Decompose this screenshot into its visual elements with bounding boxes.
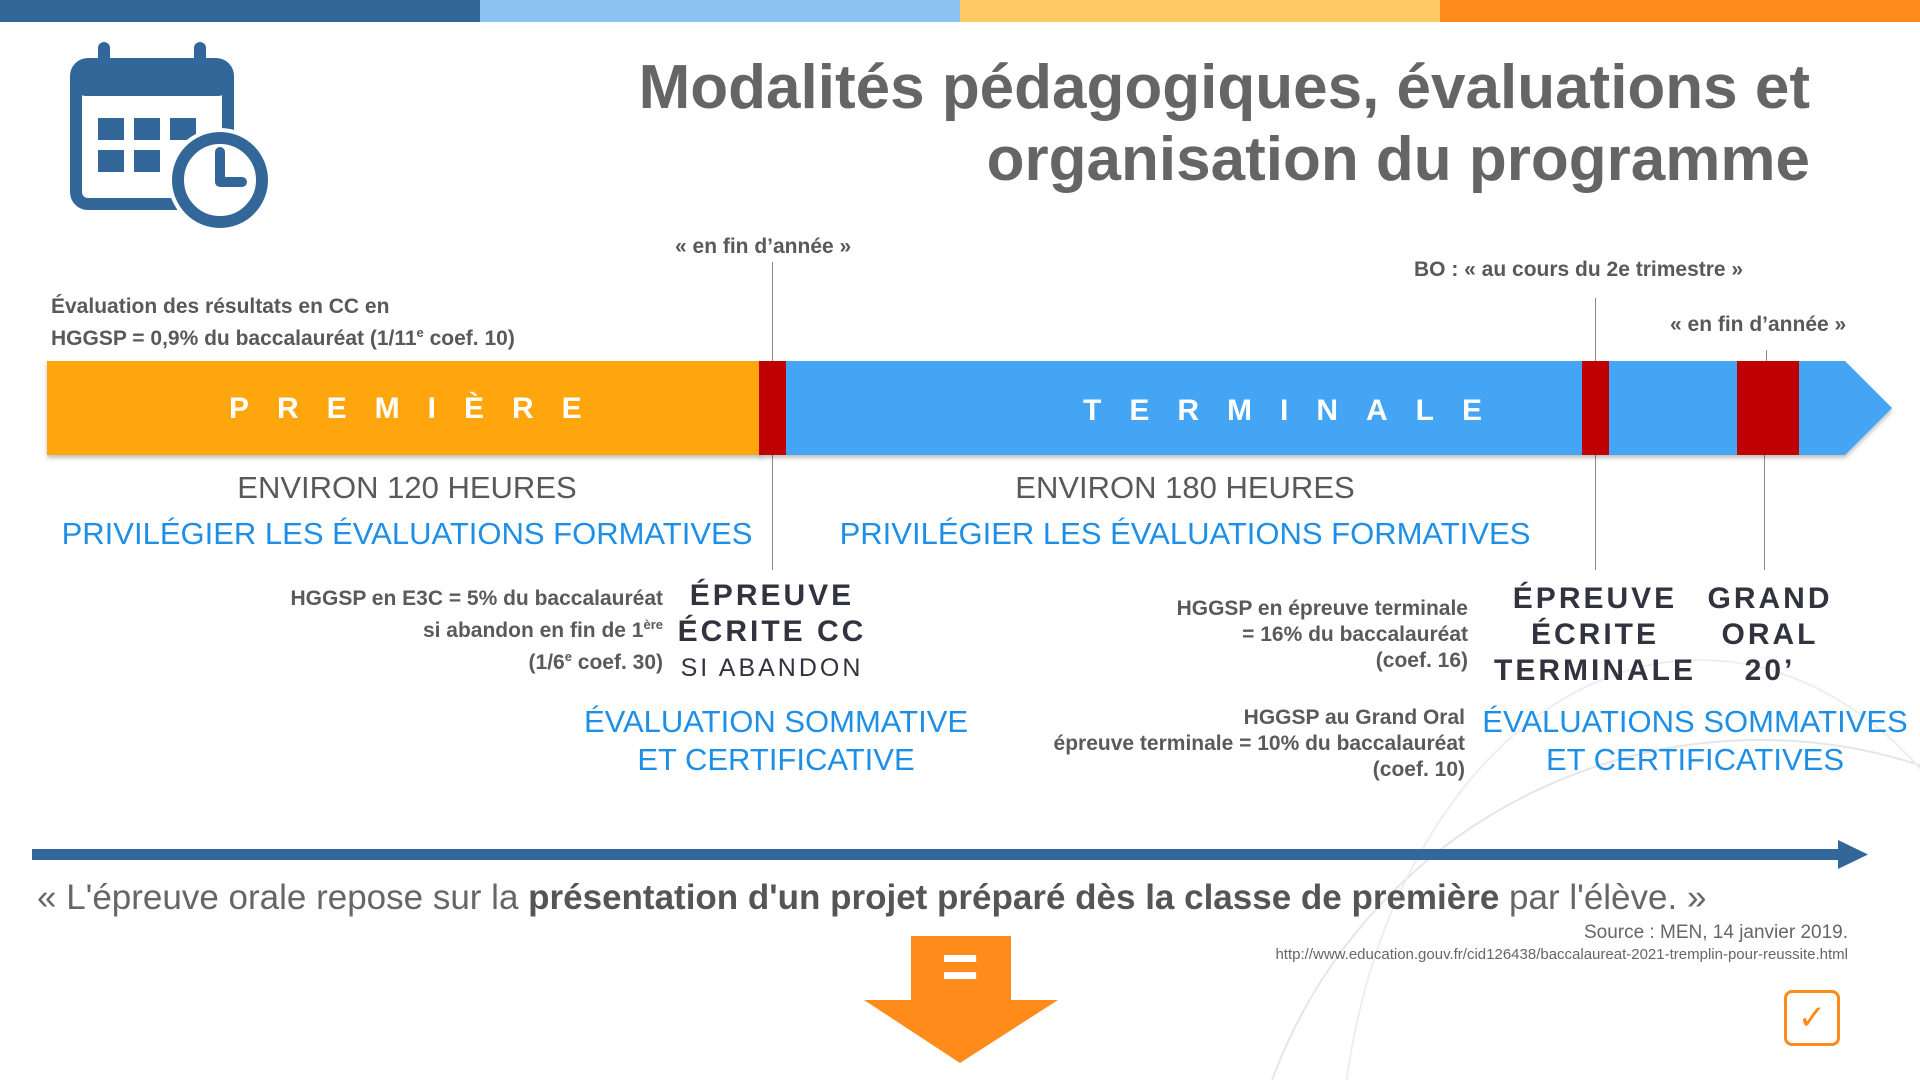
connector-line-cc-top <box>772 262 773 362</box>
fin-annee-note-2: « en fin d’année » <box>1670 313 1847 336</box>
title-line-1: Modalités pédagogiques, évaluations et <box>638 53 1810 122</box>
grand-oral-line-1: GRAND <box>1707 582 1833 615</box>
terminale-hours: ENVIRON 180 HEURES <box>1015 470 1355 505</box>
terminale-epreuve-note-2: = 16% du baccalauréat <box>1242 623 1468 646</box>
checkbox-icon <box>1784 990 1840 1046</box>
quote <box>37 878 1706 918</box>
terminale-advice: PRIVILÉGIER LES ÉVALUATIONS FORMATIVES <box>839 516 1531 551</box>
premiere-eval-line-2: HGGSP = 0,9% du baccalauréat (1/11e coef. 10) <box>51 325 515 350</box>
grand-oral-note-2: épreuve terminale = 10% du baccalauréat <box>1053 732 1465 755</box>
epreuve-cc-line-2: ÉCRITE CC <box>677 615 867 648</box>
epreuve-terminale-block <box>1480 581 1710 689</box>
terminale-epreuve-note-1: HGGSP en épreuve terminale <box>1176 597 1468 620</box>
grand-oral-note <box>940 705 1465 783</box>
evaluation-sommative <box>576 703 976 779</box>
evaluation-sommative-line-2: ET CERTIFICATIVE <box>637 742 915 777</box>
premiere-eval-note <box>51 294 515 352</box>
e3c-note <box>160 586 663 676</box>
evaluation-sommative-line-1: ÉVALUATION SOMMATIVE <box>583 704 969 739</box>
premiere-hours: ENVIRON 120 HEURES <box>237 470 577 505</box>
connector-line-terminale-top <box>1595 298 1596 362</box>
epreuve-terminale-line-2: ÉCRITE <box>1530 618 1659 651</box>
connector-line-terminale-bottom <box>1595 455 1596 570</box>
timeline-arrow <box>28 838 1878 872</box>
epreuve-terminale-line-3: TERMINALE <box>1494 654 1696 687</box>
epreuve-cc-line-3: SI ABANDON <box>680 654 864 682</box>
source-url: http://www.education.gouv.fr/cid126438/baccalaureat-2021-tremplin-pour-reussite.html <box>1275 946 1848 963</box>
e3c-line-1: HGGSP en E3C = 5% du baccalauréat <box>290 587 663 610</box>
source-text: Source : MEN, 14 janvier 2019. <box>1583 922 1848 943</box>
quote-bold: présentation d'un projet préparé dès la classe de première <box>528 878 1500 917</box>
fin-annee-note-1: « en fin d’année » <box>675 235 852 258</box>
terminale-exam-marker <box>1582 361 1609 455</box>
grand-oral-block <box>1700 581 1840 689</box>
grand-oral-marker <box>1737 361 1799 455</box>
title-line-2: organisation du programme <box>986 125 1810 194</box>
e3c-line-2: si abandon en fin de 1ère <box>422 617 663 642</box>
quote-end: par l'élève. » <box>1499 878 1707 917</box>
evaluations-certificatives-line-2: ET CERTIFICATIVES <box>1546 742 1844 777</box>
quote-start: « L'épreuve orale repose sur la <box>37 878 529 917</box>
bo-trimestre-note: BO : « au cours du 2e trimestre » <box>1414 258 1744 281</box>
terminale-epreuve-note <box>1000 596 1468 674</box>
grand-oral-line-2: ORAL <box>1721 618 1819 651</box>
epreuve-cc-block <box>672 578 872 686</box>
grand-oral-note-1: HGGSP au Grand Oral <box>1243 706 1465 729</box>
calendar-clock-icon <box>70 40 275 240</box>
epreuve-cc-line-1: ÉPREUVE <box>689 579 855 612</box>
evaluations-certificatives-line-1: ÉVALUATIONS SOMMATIVES <box>1482 704 1908 739</box>
grand-oral-line-3: 20’ <box>1744 654 1796 687</box>
epreuve-terminale-line-1: ÉPREUVE <box>1512 582 1678 615</box>
page-title <box>639 52 1810 196</box>
connector-line-cc-bottom <box>772 455 773 570</box>
premiere-label: PREMIÈRE <box>229 392 610 425</box>
terminale-epreuve-note-3: (coef. 16) <box>1375 649 1468 672</box>
grand-oral-note-3: (coef. 10) <box>1372 758 1465 781</box>
premiere-advice: PRIVILÉGIER LES ÉVALUATIONS FORMATIVES <box>61 516 753 551</box>
connector-line-oral-bottom <box>1764 455 1765 570</box>
evaluations-certificatives <box>1480 703 1910 779</box>
cc-marker <box>759 361 786 455</box>
e3c-line-3: (1/6e coef. 30) <box>528 649 663 674</box>
premiere-eval-line-1: Évaluation des résultats en CC en <box>51 295 390 318</box>
equals-glyph: = <box>941 930 979 1002</box>
check-glyph: ✓ <box>1797 999 1827 1037</box>
terminale-label: TERMINALE <box>1083 394 1510 427</box>
